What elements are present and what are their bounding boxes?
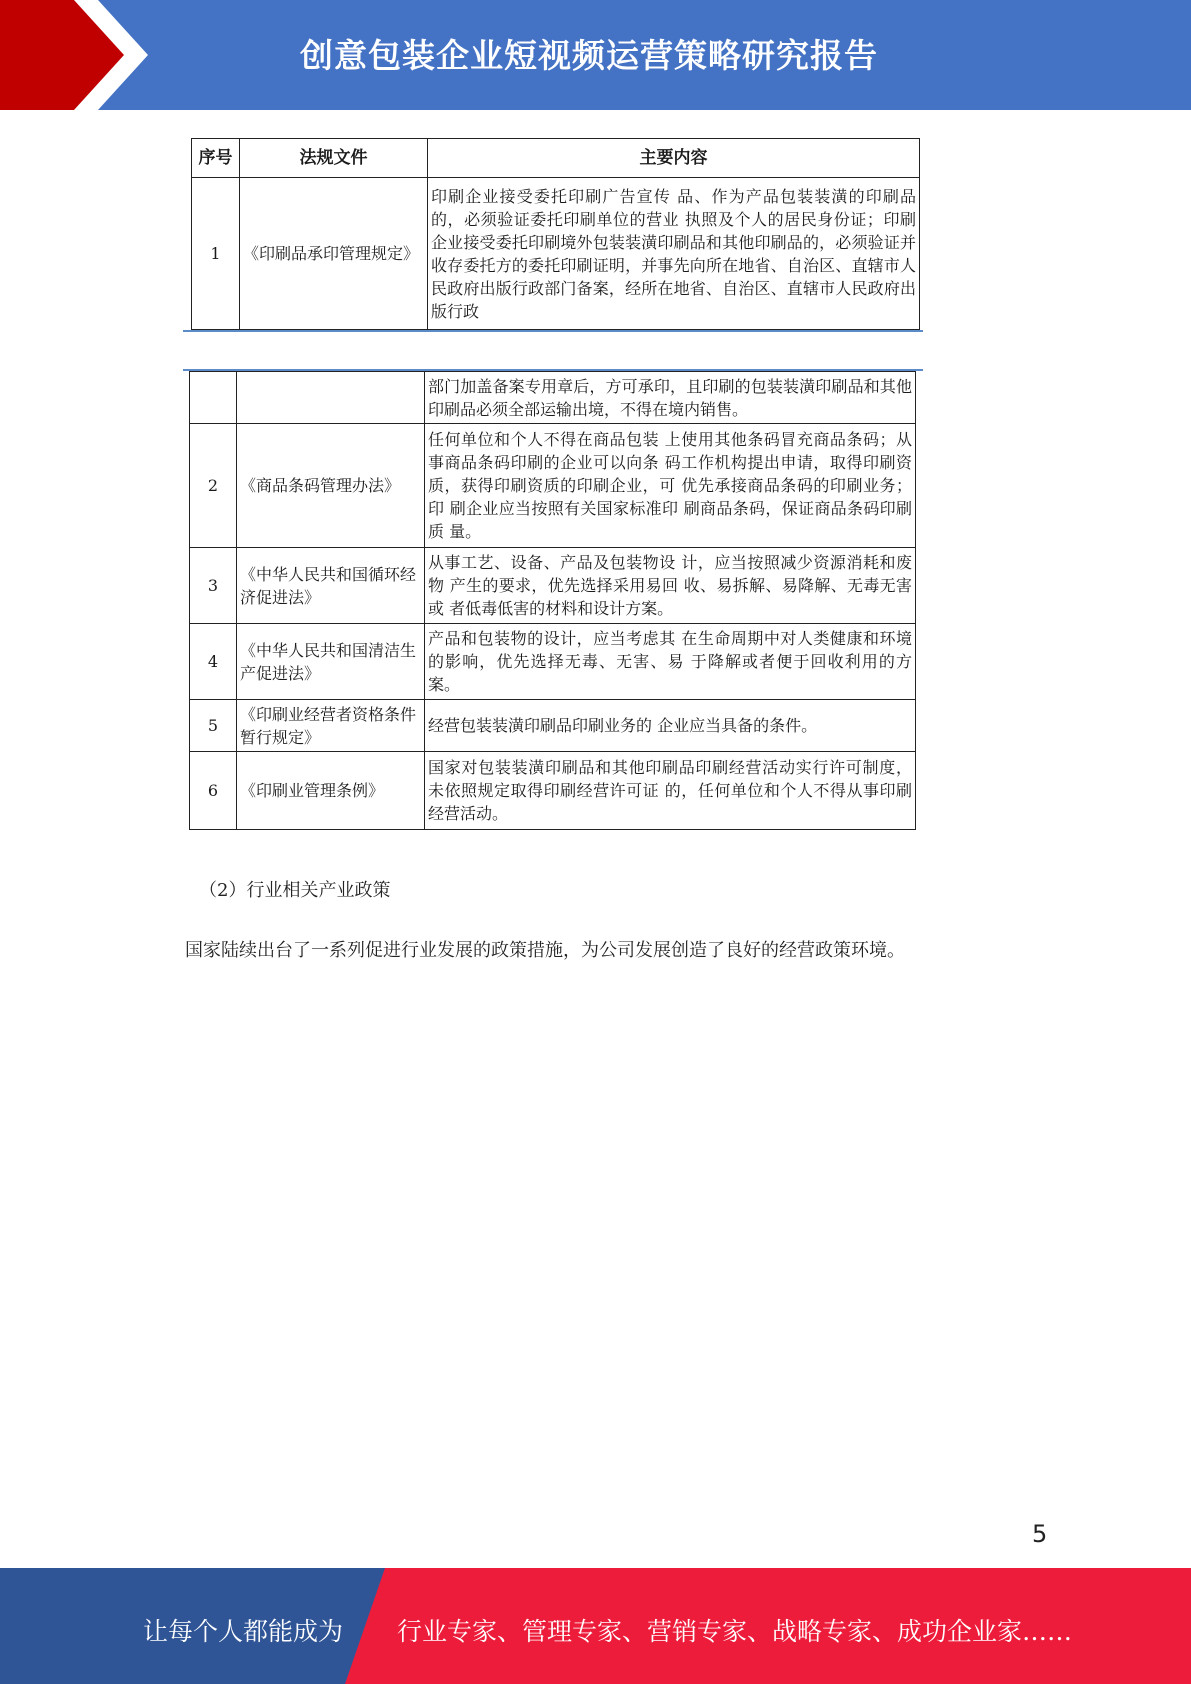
row-document	[237, 372, 425, 424]
footer-slogan-left: 让每个人都能成为	[143, 1617, 344, 1646]
row-content: 从事工艺、设备、产品及包装物设 计，应当按照减少资源消耗和废物 产生的要求，优先选择采用易回 收、易拆解、易降解、无毒无害或 者低毒低害的材料和设计方案。	[425, 548, 916, 624]
report-title: 创意包装企业短视频运营策略研究报告	[300, 36, 878, 75]
regulation-table-part1	[191, 138, 920, 330]
row-content: 印刷企业接受委托印刷广告宣传 品、作为产品包装装潢的印刷品 的，必须验证委托印刷单位的营业 执照及个人的居民身份证；印刷企业接受委托印刷境外包装装潢印刷品和其他印刷品的，必须验证并收存委托方的委托印刷证明，并事先向所在地省、自治区、直辖市人民政府出版行政部门备案，经所在地省、自治区、直辖市人民政府出版行政	[428, 178, 920, 330]
row-document: 《中华人民共和国循环经济促进法》	[237, 548, 425, 624]
row-document: 《印刷业经营者资格条件暂行规定》	[237, 700, 425, 752]
row-number: 4	[190, 624, 237, 700]
row-document: 《印刷业管理条例》	[237, 752, 425, 830]
row-document: 《中华人民共和国清洁生产促进法》	[237, 624, 425, 700]
table-row	[190, 548, 916, 624]
table-row	[190, 700, 916, 752]
row-number: 6	[190, 752, 237, 830]
header-cell-content: 主要内容	[428, 139, 920, 178]
page-number: 5	[1032, 1520, 1048, 1548]
header-cell-number: 序号	[192, 139, 240, 178]
table-row	[190, 372, 916, 424]
row-number: 3	[190, 548, 237, 624]
row-content: 经营包装装潢印刷品印刷业务的 企业应当具备的条件。	[425, 700, 916, 752]
row-number	[190, 372, 237, 424]
row-document: 《商品条码管理办法》	[237, 424, 425, 548]
page-header	[0, 0, 1191, 110]
footer-slogan-right: 行业专家、管理专家、营销专家、战略专家、成功企业家……	[397, 1617, 1073, 1646]
row-content: 产品和包装物的设计，应当考虑其 在生命周期中对人类健康和环境 的影响，优先选择无毒、无害、易 于降解或者便于回收利用的方案。	[425, 624, 916, 700]
table-row	[192, 178, 920, 330]
table-row	[190, 424, 916, 548]
row-document: 《印刷品承印管理规定》	[240, 178, 428, 330]
body-paragraph: 国家陆续出台了一系列促进行业发展的政策措施，为公司发展创造了良好的经营政策环境。	[185, 940, 905, 961]
row-content: 国家对包装装潢印刷品和其他印刷品印刷经营活动实行许可制度， 未依照规定取得印刷经营许可证 的，任何单位和个人不得从事印刷 经营活动。	[425, 752, 916, 830]
row-content: 任何单位和个人不得在商品包装 上使用其他条码冒充商品条码；从 事商品条码印刷的企业可以向条 码工作机构提出申请，取得印刷资 质，获得印刷资质的印刷企业，可 优先承接商品条码的印刷业务；印 刷企业应当按照有关国家标准印 刷商品条码，保证商品条码印刷质 量。	[425, 424, 916, 548]
row-number: 2	[190, 424, 237, 548]
table-header-row	[192, 139, 920, 178]
row-number: 1	[192, 178, 240, 330]
page-footer	[0, 1568, 1191, 1684]
regulation-table-part2	[189, 371, 916, 830]
header-cell-document: 法规文件	[240, 139, 428, 178]
table-split-line	[183, 330, 923, 332]
table-row	[190, 624, 916, 700]
section-subheading: （2）行业相关产业政策	[199, 880, 391, 901]
row-content: 部门加盖备案专用章后，方可承印，且印刷的包装装潢印刷品和其他印刷品必须全部运输出境，不得在境内销售。	[425, 372, 916, 424]
table-row	[190, 752, 916, 830]
row-number: 5	[190, 700, 237, 752]
